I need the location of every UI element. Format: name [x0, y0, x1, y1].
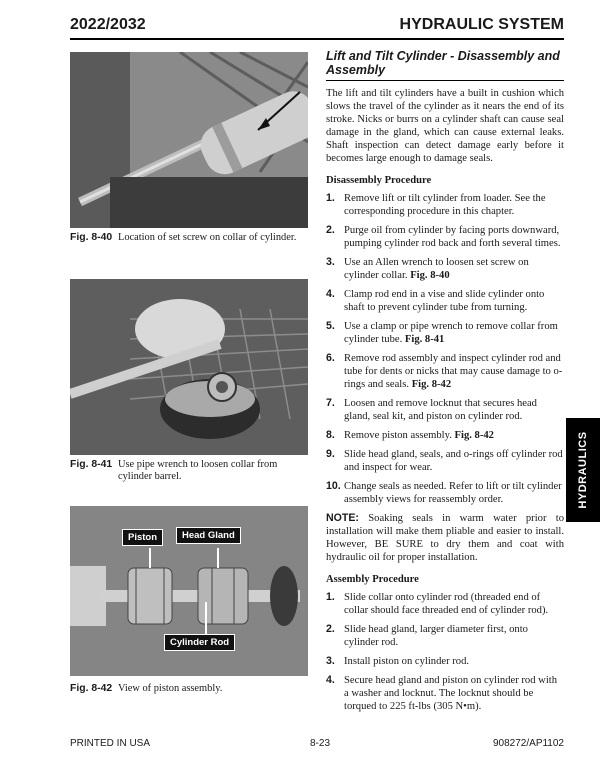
figure-caption-text: View of piston assembly. [118, 683, 223, 694]
page-number: 8-23 [310, 738, 331, 749]
procedure-step [326, 480, 564, 506]
procedure-step [326, 288, 564, 314]
section-title: Lift and Tilt Cylinder - Disassembly and Assembly [326, 49, 564, 81]
figure-reference: Fig. 8-42 [411, 379, 452, 390]
cylinder-collar-photo [70, 52, 308, 228]
figure-reference: Fig. 8-40 [410, 270, 450, 281]
figure-8-41-photo [70, 279, 308, 455]
procedure-column [326, 49, 564, 719]
figure-number: Fig. 8-42 [70, 683, 113, 694]
step-text: Purge oil from cylinder by facing ports downward, pumping cylinder rod back and forth several times. [344, 225, 561, 249]
procedure-step [326, 224, 564, 250]
step-text: Remove rod assembly and inspect cylinder rod and tube for dents or nicks that may cause damage to o-rings and seals. [344, 353, 563, 390]
step-text: Slide head gland, seals, and o-rings off cylinder rod and inspect for wear. [344, 449, 563, 473]
note-label: NOTE: [326, 512, 359, 524]
figure-caption-text: Use pipe wrench to loosen collar from cylinder barrel. [118, 459, 278, 482]
document-code: 908272/AP1102 [493, 738, 564, 749]
procedure-step [326, 352, 564, 391]
procedure-step [326, 320, 564, 346]
figure-reference: Fig. 8-42 [454, 430, 494, 441]
step-number: 6. [326, 352, 335, 364]
side-tab-label: HYDRAULICS [577, 431, 589, 509]
step-number: 9. [326, 448, 335, 460]
model-number: 2022/2032 [70, 16, 146, 33]
section-name: HYDRAULIC SYSTEM [399, 16, 564, 33]
intro-paragraph: The lift and tilt cylinders have a built in cushion which slows the travel of the cylinder as it nears the end of its stroke. Nicks or burrs on a cylinder shaft can cause seal damage in the gland, which can cause external leaks. Shaft inspection can detect damage early before it becomes large enough to damage seals. [326, 88, 564, 164]
assembly-steps [326, 591, 564, 713]
page-header [70, 12, 564, 40]
step-text: Use a clamp or pipe wrench to remove collar from cylinder tube. [344, 321, 558, 345]
note-paragraph [326, 512, 564, 564]
figure-8-42-photo [70, 506, 308, 676]
procedure-step [326, 591, 564, 617]
procedure-step [326, 429, 564, 442]
figure-reference: Fig. 8-41 [404, 334, 445, 345]
step-number: 7. [326, 397, 335, 409]
step-number: 10. [326, 480, 341, 492]
figure-8-41-caption [70, 459, 310, 483]
head-gland-label: Head Gland [176, 527, 241, 544]
step-number: 8. [326, 429, 335, 441]
figure-number: Fig. 8-40 [70, 232, 113, 243]
procedure-step [326, 655, 564, 668]
note-text: Soaking seals in warm water prior to installation will make them pliable and easier to install. However, BE SURE to dry them and coat with hydraulic oil for proper installation. [326, 513, 564, 563]
step-number: 4. [326, 288, 335, 300]
step-text: Clamp rod end in a vise and slide cylinder onto shaft to prevent cylinder tube from turning. [344, 289, 545, 313]
step-number: 3. [326, 256, 335, 268]
step-text: Slide head gland, larger diameter first, onto cylinder rod. [344, 624, 528, 648]
procedure-step [326, 256, 564, 282]
procedure-step [326, 448, 564, 474]
assembly-heading: Assembly Procedure [326, 574, 419, 585]
footer-printed: PRINTED IN USA [70, 738, 151, 749]
step-number: 2. [326, 224, 335, 236]
step-number: 4. [326, 674, 335, 686]
step-number: 2. [326, 623, 335, 635]
step-number: 5. [326, 320, 335, 332]
disassembly-steps [326, 192, 564, 506]
figure-8-40-caption [70, 232, 310, 244]
cylinder-rod-label: Cylinder Rod [164, 634, 235, 651]
step-text: Use an Allen wrench to loosen set screw on cylinder collar. [344, 257, 529, 281]
procedure-step [326, 397, 564, 423]
step-number: 1. [326, 192, 335, 204]
step-text: Slide collar onto cylinder rod (threaded end of collar should face threaded end of cylinder rod). [344, 592, 549, 616]
step-text: Install piston on cylinder rod. [344, 656, 470, 667]
procedure-step [326, 674, 564, 713]
step-text: Secure head gland and piston on cylinder rod with a washer and locknut. The locknut should be torqued to 225 ft-lbs (305 N•m). [344, 675, 557, 712]
pipe-wrench-photo [70, 279, 308, 455]
figure-number: Fig. 8-41 [70, 459, 113, 470]
figure-8-42-caption [70, 683, 310, 695]
step-text: Remove piston assembly. [344, 430, 452, 441]
figure-caption-text: Location of set screw on collar of cylinder. [118, 232, 297, 243]
disassembly-heading: Disassembly Procedure [326, 175, 432, 186]
step-text: Remove lift or tilt cylinder from loader. See the corresponding procedure in this chapter. [344, 193, 546, 217]
step-number: 1. [326, 591, 335, 603]
step-text: Change seals as needed. Refer to lift or tilt cylinder assembly views for reassembly order. [344, 481, 562, 505]
piston-label: Piston [122, 529, 163, 546]
figure-8-40-photo [70, 52, 308, 228]
step-number: 3. [326, 655, 335, 667]
procedure-step [326, 623, 564, 649]
step-text: Loosen and remove locknut that secures head gland, seal kit, and piston on cylinder rod. [344, 398, 537, 422]
procedure-step [326, 192, 564, 218]
hydraulics-side-tab [566, 418, 600, 522]
